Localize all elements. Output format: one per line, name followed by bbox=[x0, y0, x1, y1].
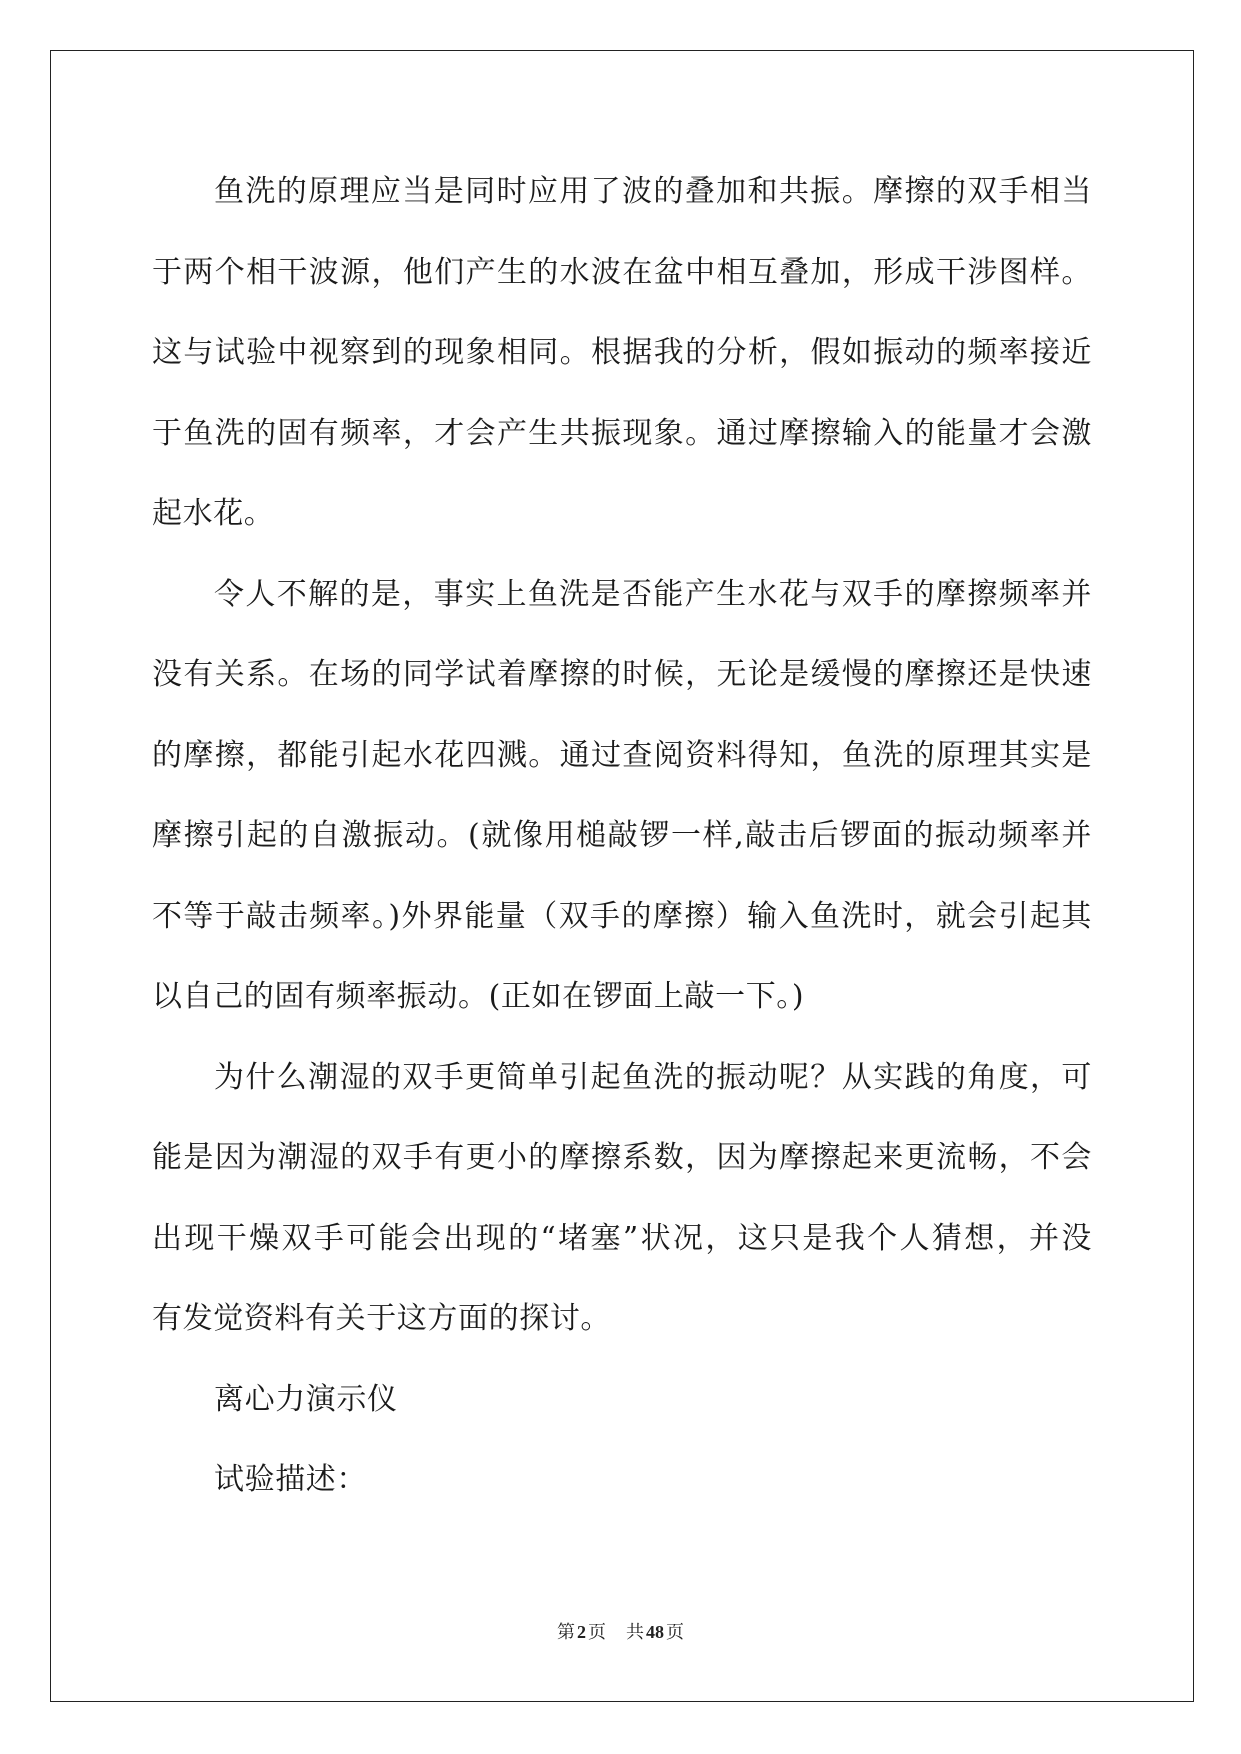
paragraph-3-line-4: 有发觉资料有关于这方面的探讨。 bbox=[152, 1301, 611, 1336]
section-heading: 离心力演示仪 bbox=[214, 1381, 398, 1417]
paragraph-3-line-1: 为什么潮湿的双手更简单引起鱼洗的振动呢？从实践的角度，可 bbox=[214, 1059, 1092, 1095]
page-prefix: 第 bbox=[557, 1622, 575, 1642]
paragraph-1-line-5: 起水花。 bbox=[152, 496, 275, 531]
paragraph-2-line-1: 令人不解的是，事实上鱼洗是否能产生水花与双手的摩擦频率并 bbox=[214, 576, 1092, 612]
paragraph-1-line-4: 于鱼洗的固有频率，才会产生共振现象。通过摩擦输入的能量才会激 bbox=[152, 415, 1092, 451]
paragraph-2-line-2: 没有关系。在场的同学试着摩擦的时候，无论是缓慢的摩擦还是快速 bbox=[152, 657, 1092, 692]
paragraph-1-line-1: 鱼洗的原理应当是同时应用了波的叠加和共振。摩擦的双手相当 bbox=[214, 174, 1092, 209]
paragraph-3-line-2: 能是因为潮湿的双手有更小的摩擦系数，因为摩擦起来更流畅，不会 bbox=[152, 1140, 1092, 1175]
paragraph-1-line-2: 于两个相干波源，他们产生的水波在盆中相互叠加，形成干涉图样。 bbox=[152, 254, 1092, 290]
page-suffix: 页 bbox=[588, 1622, 606, 1642]
paragraph-1-line-3: 这与试验中视察到的现象相同。根据我的分析，假如振动的频率接近 bbox=[152, 335, 1092, 370]
total-pages: 48 bbox=[646, 1622, 664, 1642]
paragraph-2-line-6: 以自己的固有频率振动。(正如在锣面上敲一下。) bbox=[152, 979, 805, 1014]
page-number: 2 bbox=[577, 1622, 586, 1642]
paragraph-2-line-3: 的摩擦，都能引起水花四溅。通过查阅资料得知，鱼洗的原理其实是 bbox=[152, 737, 1092, 773]
subsection-heading: 试验描述： bbox=[214, 1462, 367, 1497]
document-body bbox=[152, 152, 1092, 1521]
paragraph-3-line-3: 出现干燥双手可能会出现的“堵塞”状况，这只是我个人猜想，并没 bbox=[152, 1220, 1092, 1256]
page-footer bbox=[0, 1618, 1241, 1644]
paragraph-2-line-5: 不等于敲击频率。)外界能量（双手的摩擦）输入鱼洗时，就会引起其 bbox=[152, 898, 1092, 934]
total-prefix: 共 bbox=[626, 1622, 644, 1642]
paragraph-2-line-4: 摩擦引起的自激振动。(就像用槌敲锣一样,敲击后锣面的振动频率并 bbox=[152, 818, 1092, 853]
total-suffix: 页 bbox=[666, 1622, 684, 1642]
